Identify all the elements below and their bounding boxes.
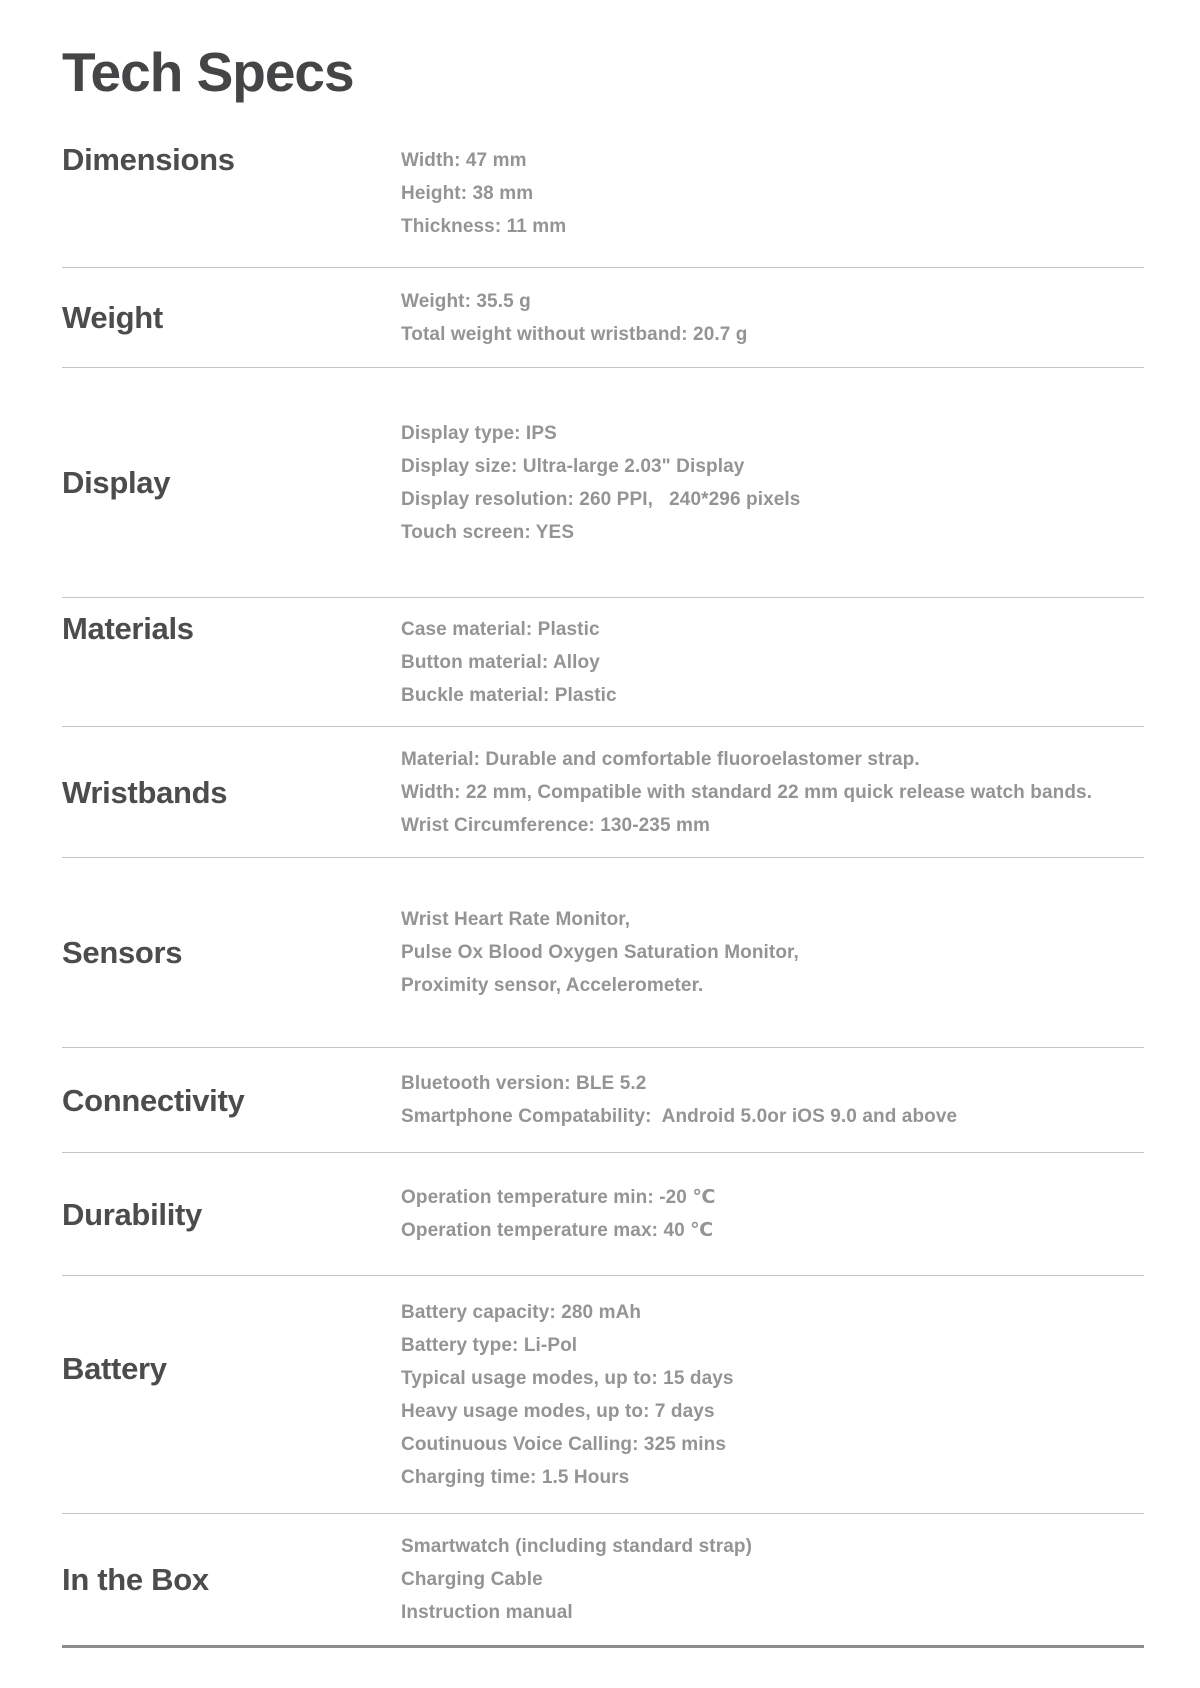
spec-section-dimensions — [62, 120, 1144, 268]
spec-line: Total weight without wristband: 20.7 g — [401, 323, 748, 345]
spec-section-label: Dimensions — [62, 142, 235, 177]
spec-section-values — [401, 1514, 1144, 1645]
spec-section-label: Battery — [62, 1351, 167, 1386]
spec-line: Wrist Circumference: 130-235 mm — [401, 814, 710, 836]
spec-section-values — [401, 858, 1144, 1047]
spec-line: Coutinuous Voice Calling: 325 mins — [401, 1433, 727, 1455]
spec-section-values — [401, 268, 1144, 367]
spec-line: Typical usage modes, up to: 15 days — [401, 1367, 734, 1389]
bottom-divider — [62, 1645, 1144, 1648]
spec-section-label: Display — [62, 465, 171, 500]
spec-line: Battery type: Li-Pol — [401, 1334, 578, 1356]
spec-line: Charging Cable — [401, 1569, 543, 1590]
spec-section-label: In the Box — [62, 1562, 209, 1597]
spec-line: Display size: Ultra-large 2.03" Display — [401, 455, 745, 477]
spec-line: Display resolution: 260 PPI, 240*296 pixels — [401, 488, 801, 510]
spec-line: Bluetooth version: BLE 5.2 — [401, 1073, 647, 1094]
spec-section-label: Connectivity — [62, 1082, 245, 1118]
spec-line: Pulse Ox Blood Oxygen Saturation Monitor, — [401, 942, 799, 963]
spec-section-values — [401, 1048, 1144, 1152]
spec-section-values — [401, 1276, 1144, 1513]
spec-table — [62, 120, 1144, 1645]
spec-line: Display type: IPS — [401, 422, 557, 444]
spec-line: Buckle material: Plastic — [401, 684, 617, 706]
spec-line: Operation temperature max: 40 ℃ — [401, 1220, 714, 1241]
spec-section-wristbands — [62, 727, 1144, 858]
spec-line: Operation temperature min: -20 ℃ — [401, 1187, 716, 1208]
spec-section-connectivity — [62, 1048, 1144, 1153]
spec-line: Width: 22 mm, Compatible with standard 22 mm quick release watch bands. — [401, 781, 1093, 803]
spec-line: Heavy usage modes, up to: 7 days — [401, 1400, 715, 1422]
spec-section-values — [401, 120, 1144, 267]
spec-section-values — [401, 1153, 1144, 1275]
spec-section-label: Materials — [62, 611, 194, 646]
spec-section-label: Wristbands — [62, 774, 228, 810]
spec-section-values — [401, 368, 1144, 597]
spec-line: Charging time: 1.5 Hours — [401, 1466, 630, 1488]
spec-line: Instruction manual — [401, 1602, 573, 1623]
spec-section-label: Sensors — [62, 935, 183, 970]
spec-section-weight — [62, 268, 1144, 368]
spec-section-sensors — [62, 858, 1144, 1048]
spec-line: Wrist Heart Rate Monitor, — [401, 909, 631, 930]
page-title: Tech Specs — [62, 41, 354, 103]
spec-section-in-the-box — [62, 1514, 1144, 1645]
spec-section-battery — [62, 1276, 1144, 1514]
spec-line: Material: Durable and comfortable fluoroelastomer strap. — [401, 748, 920, 770]
spec-section-label: Durability — [62, 1196, 202, 1232]
spec-section-display — [62, 368, 1144, 598]
spec-line: Thickness: 11 mm — [401, 216, 567, 237]
spec-line: Smartwatch (including standard strap) — [401, 1536, 753, 1557]
spec-section-values — [401, 727, 1144, 857]
spec-line: Proximity sensor, Accelerometer. — [401, 975, 704, 996]
spec-section-materials — [62, 598, 1144, 727]
spec-section-label: Weight — [62, 300, 163, 335]
spec-line: Smartphone Compatability: Android 5.0or iOS 9.0 and above — [401, 1106, 958, 1127]
spec-line: Touch screen: YES — [401, 521, 575, 543]
spec-line: Weight: 35.5 g — [401, 290, 531, 312]
spec-line: Battery capacity: 280 mAh — [401, 1301, 642, 1323]
spec-line: Height: 38 mm — [401, 183, 534, 204]
spec-line: Width: 47 mm — [401, 150, 527, 171]
spec-line: Case material: Plastic — [401, 618, 600, 640]
spec-line: Button material: Alloy — [401, 651, 600, 673]
spec-section-values — [401, 598, 1144, 726]
spec-section-durability — [62, 1153, 1144, 1276]
